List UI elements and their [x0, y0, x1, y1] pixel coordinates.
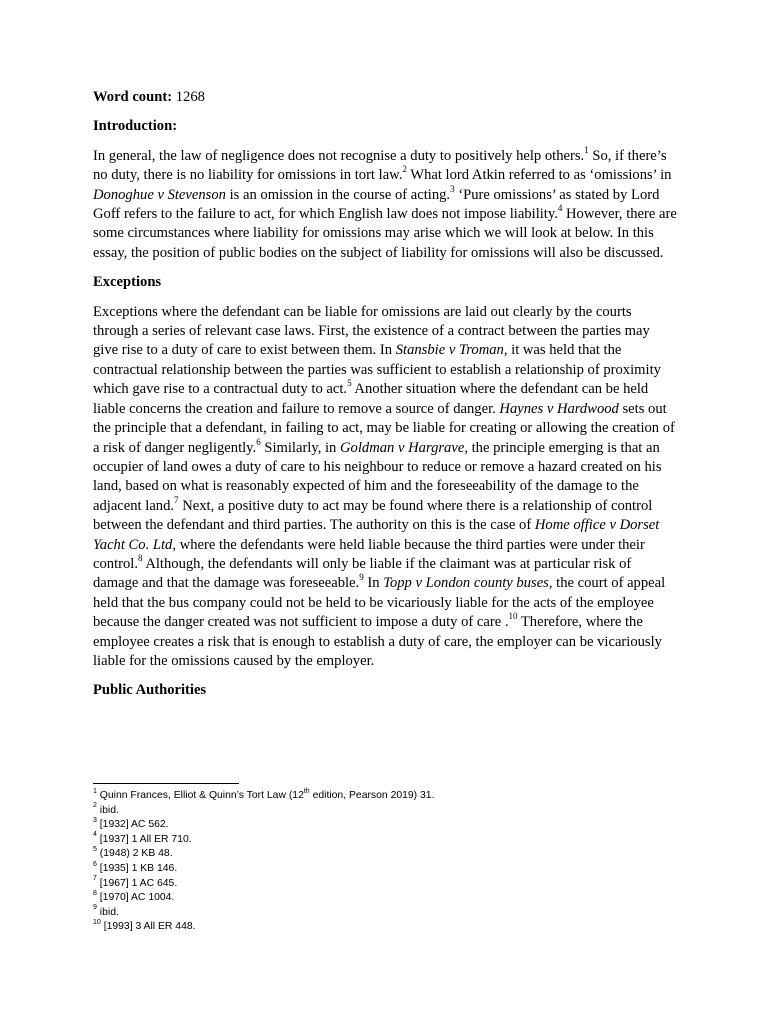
- footnote-item: [93, 862, 678, 877]
- text-run: What lord Atkin referred to as ‘omissions’ in: [406, 167, 672, 184]
- word-count-label: Word count:: [93, 89, 173, 105]
- footnotes: [93, 789, 678, 935]
- text-run: In: [363, 575, 384, 592]
- footnote-item: [93, 920, 678, 935]
- footnote-reference: 5: [347, 378, 352, 389]
- paragraph-exceptions: [93, 303, 678, 672]
- footnote-number: 9: [93, 904, 97, 912]
- text-run: Similarly, in: [260, 439, 341, 456]
- case-name: Haynes v Hardwood: [499, 400, 619, 417]
- text-run: , where the defendants were held liable because the third parties were under their control.: [93, 536, 645, 572]
- text-run: , the court of appeal held that the bus company could not be held to be vicariously liable for the acts of the employee because the danger created was not sufficient to impose a duty of care .: [93, 575, 666, 631]
- text-run: ibid.: [99, 804, 119, 816]
- footnote-number: 6: [93, 860, 97, 868]
- text-run: [1935] 1 KB 146.: [99, 862, 178, 874]
- word-count-value: 1268: [175, 89, 205, 105]
- heading-introduction: Introduction:: [93, 118, 178, 135]
- text-run: In general, the law of negligence does not recognise a duty to positively help others.: [93, 147, 585, 164]
- footnote-number: 5: [93, 845, 97, 853]
- case-name: Stansbie v Troman: [395, 342, 504, 359]
- text-run: So, if there’s no duty, there is no liability for omissions in tort law.: [93, 147, 667, 184]
- text-run: Next, a positive duty to act may be found where there is a relationship of control between the defendant and third parties. The authority on this is the case of: [93, 497, 653, 534]
- footnote-item: [93, 818, 678, 833]
- footnote-number: 8: [93, 889, 97, 897]
- text-run: [1967] 1 AC 645.: [99, 877, 178, 889]
- word-count-line: [93, 88, 678, 107]
- text-run: edition, Pearson 2019) 31.: [309, 790, 435, 801]
- case-name: Goldman v Hargrave: [340, 439, 465, 456]
- paragraph-introduction: [93, 144, 678, 263]
- footnote-item: [93, 833, 678, 848]
- footnote-number: 1: [93, 787, 97, 795]
- footnote-number: 2: [93, 802, 97, 810]
- footnote-item: [93, 804, 678, 819]
- footnote-number: 7: [93, 875, 97, 883]
- superscript: th: [303, 787, 310, 795]
- text-run: Another situation where the defendant can be held liable concerns the creation and failure to remove a source of danger.: [93, 381, 649, 417]
- footnote-number: 4: [93, 831, 97, 839]
- heading-exceptions: Exceptions: [93, 274, 162, 291]
- text-run: [1993] 3 All ER 448.: [103, 921, 196, 933]
- footnote-reference: 8: [138, 553, 143, 564]
- text-run: Exceptions where the defendant can be liable for omissions are laid out clearly by the courts through a series of relevant case laws. First, the existence of a contract between the parties may give rise to a duty of care to exist between them. In: [93, 303, 650, 359]
- text-run: , the principle emerging is that an occupier of land owes a duty of care to his neighbour to reduce or remove a hazard created on his land, based on what is reasonably expected of him and the foreseeability of the damage to the adjacent land.: [93, 439, 662, 514]
- text-run: Therefore, where the employee creates a risk that is enough to establish a duty of care, the employer can be vicariously liable for the omissions caused by the employer.: [93, 614, 662, 669]
- case-name: Topp v London county buses: [383, 575, 549, 592]
- text-run: , it was held that the contractual relationship between the parties was sufficient to establish a relationship of proximity which gave rise to a contractual duty to act.: [93, 342, 661, 398]
- footnote-reference: 4: [557, 203, 563, 214]
- footnote-separator: [93, 783, 239, 784]
- footnote-item: [93, 847, 678, 862]
- case-name: Home office v Dorset Yacht Co. Ltd: [93, 517, 660, 553]
- text-run: However, there are some circumstances where liability for omissions may arise which we will look at below. In this essay, the position of public bodies on the subject of liability for omissions will also be discussed.: [93, 206, 677, 261]
- document-body: [93, 88, 678, 711]
- text-run: sets out the principle that a defendant, in failing to act, may be liable for creating or allowing the creation of a risk of danger negligently.: [93, 400, 675, 456]
- text-run: ibid.: [99, 906, 119, 918]
- footnote-reference: 7: [174, 494, 179, 505]
- footnote-item: [93, 877, 678, 892]
- footnote-item: [93, 789, 678, 804]
- text-run: Quinn Frances, Elliot & Quinn’s Tort Law (12: [99, 790, 304, 801]
- footnote-reference: 6: [256, 436, 261, 447]
- footnote-reference: 3: [450, 183, 455, 194]
- footnote-number: 10: [93, 918, 101, 926]
- footnote-reference: 1: [584, 144, 589, 155]
- footnote-reference: 9: [359, 572, 364, 583]
- footnote-item: [93, 891, 678, 906]
- text-run: (1948) 2 KB 48.: [99, 848, 173, 860]
- text-run: [1932] AC 562.: [99, 819, 169, 831]
- case-name: Donoghue v Stevenson: [93, 186, 226, 203]
- heading-public-authorities: Public Authorities: [93, 682, 207, 699]
- footnote-number: 3: [93, 816, 97, 824]
- footnote-item: [93, 906, 678, 921]
- text-run: Although, the defendants will only be liable if the claimant was at particular risk of damage and that the damage was foreseeable.: [93, 555, 632, 592]
- text-run: ‘Pure omissions’ as stated by Lord Goff refers to the failure to act, for which English law does not impose liability.: [93, 186, 660, 223]
- text-run: is an omission in the course of acting.: [225, 186, 451, 203]
- footnote-reference: 2: [402, 164, 407, 175]
- text-run: [1937] 1 All ER 710.: [99, 833, 192, 845]
- footnote-reference: 10: [508, 611, 518, 622]
- text-run: [1970] AC 1004.: [99, 892, 175, 904]
